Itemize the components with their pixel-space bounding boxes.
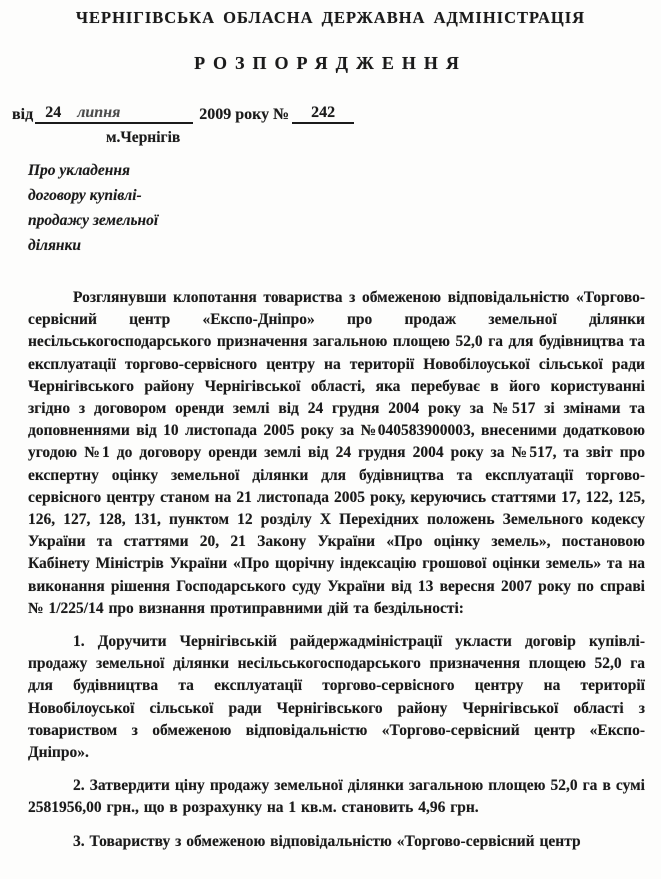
- date-line: [12, 103, 661, 124]
- org-name-title: ЧЕРНІГІВСЬКА ОБЛАСНА ДЕРЖАВНА АДМІНІСТРАЦІЯ: [75, 8, 586, 27]
- subject-line: Про укладення: [28, 162, 130, 179]
- order-item-3-truncated: 3. Товариству з обмеженою відповідальністю «Торгово-сервісний центр: [73, 832, 581, 850]
- city-line: м.Чернігів: [106, 129, 181, 146]
- preamble-paragraph: Розглянувши клопотання товариства з обмеженою відповідальністю «Торгово-сервісний центр «Експо-Дніпро» про продаж земельної ділянки несільськогосподарського призначення загальною площею 52,0 га для будівництва та експлуатації торгово-сервісного центру на території Новобілоуської сільської ради Чернігівського району Чернігівської області, яка перебуває в його користуванні згідно з договором оренди землі від 24 грудня 2004 року за №517 зі змінами та доповненнями від 10 листопада 2005 року за №040583900003, внесеними додатковою угодою №1 до договору оренди землі від 24 грудня 2004 року за №517, та звіт про експертну оцінку земельної ділянки для будівництва та експлуатації торгово-сервісного центру станом на 21 листопада 2005 року, керуючись статтями 17, 122, 125, 126, 127, 128, 131, пунктом 12 розділу X Перехідних положень Земельного кодексу України та статтями 20, 21 Закону України «Про оцінку земель», постановою Кабінету Міністрів України «Про щорічну індексацію грошової оцінки земель» та на виконання рішення Господарського суду України від 13 вересня 2007 року по справі № 1/225/14 про визнання протиправними дій та бездільності:: [28, 289, 645, 617]
- subject-line: договору купівлі-: [28, 187, 142, 204]
- date-year-number-label: 2009 року №: [199, 106, 290, 123]
- date-day: 24: [45, 104, 62, 121]
- subject-line: продажу земельної: [28, 212, 159, 229]
- subject-line: ділянки: [28, 237, 82, 254]
- document-type-title: РОЗПОРЯДЖЕННЯ: [194, 53, 467, 73]
- date-month-handwritten: липня: [77, 104, 121, 121]
- date-prefix-label: від: [12, 106, 34, 123]
- subject-block: [28, 158, 258, 258]
- order-item-2: 2. Затвердити ціну продажу земельної ділянки загальною площею 52,0 га в сумі 2581956,00 грн., що в розрахунку на 1 кв.м. становить 4,96 грн.: [28, 777, 645, 817]
- order-item-1: 1. Доручити Чернігівській райдержадміністрації укласти договір купівлі-продажу земельної ділянки несільськогосподарського призначення площею 52,0 га для будівництва та експлуатації торгово-сервісного центру на території Новобілоуської сільської ради Чернігівського району Чернігівської області з товариством з обмеженою відповідальністю «Торгово-сервісний центр «Експо-Дніпро».: [28, 633, 645, 762]
- document-number: 242: [292, 103, 354, 124]
- date-day-month-blank: [35, 103, 193, 124]
